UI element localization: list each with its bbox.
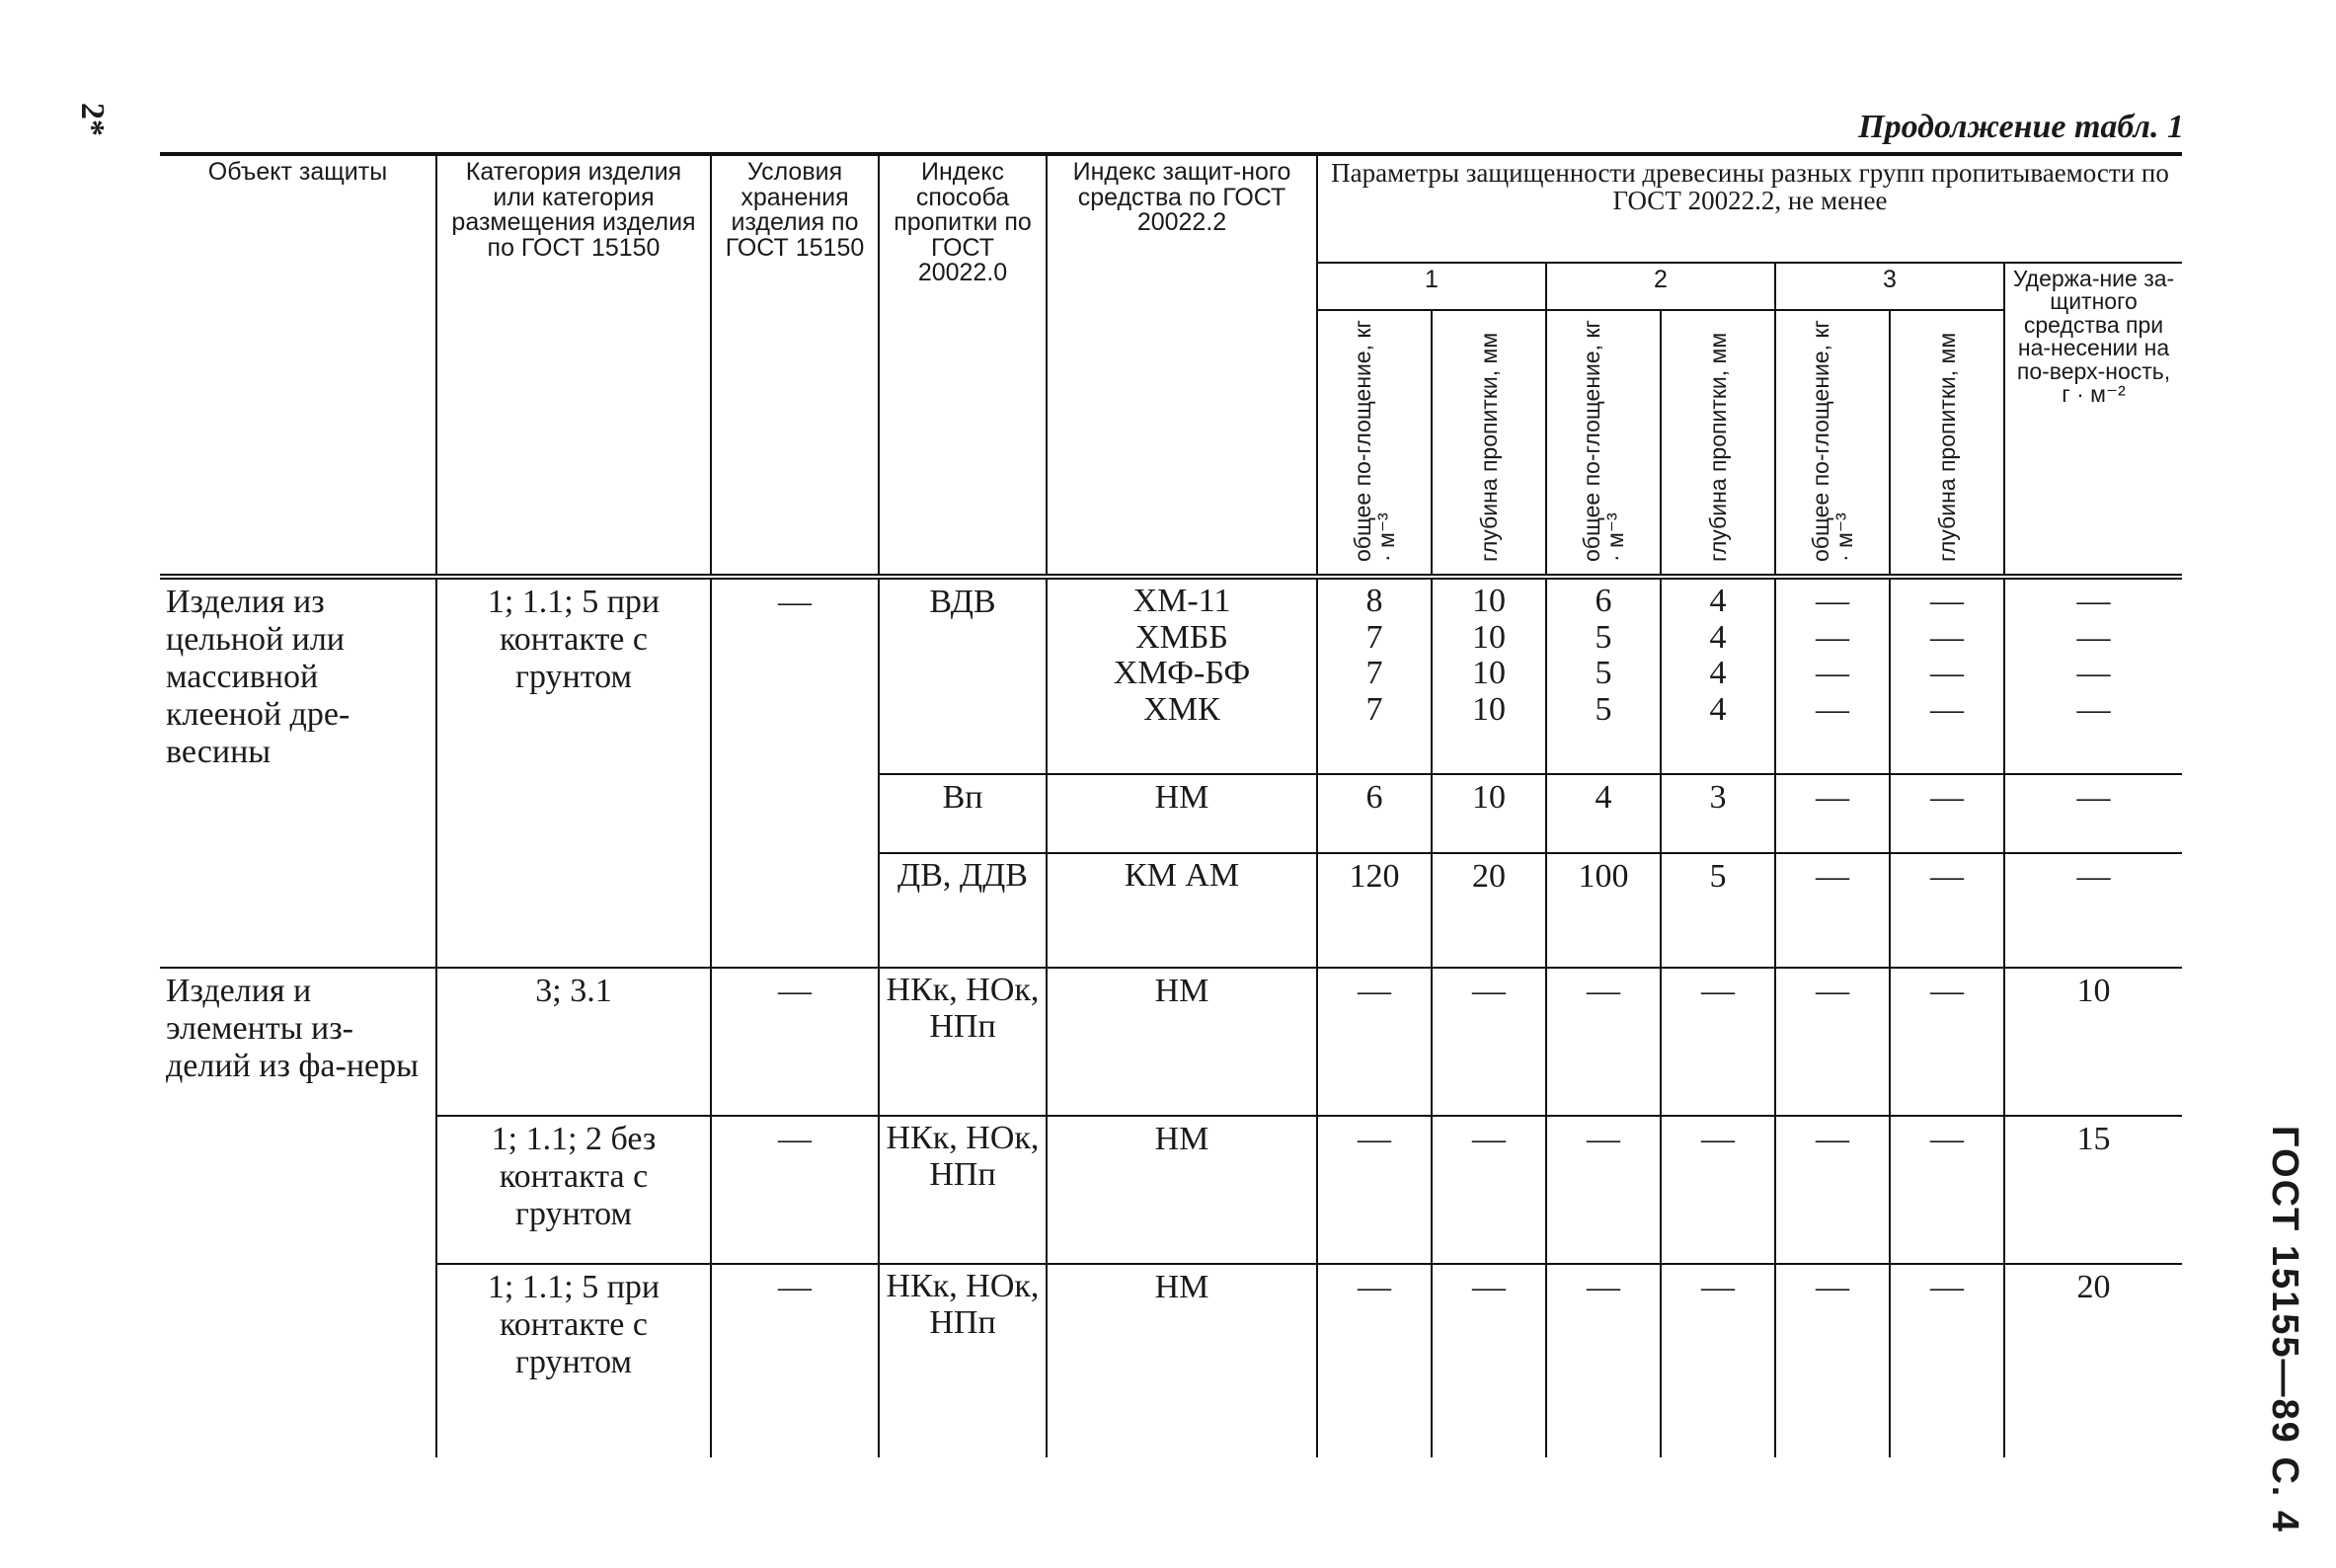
storage-cell: — xyxy=(711,577,879,968)
g3-depth-cell: — — — — xyxy=(1890,577,2004,774)
retention-cell: 20 xyxy=(2004,1264,2182,1457)
g3-depth-cell: — xyxy=(1890,1116,2004,1264)
header-params-group: Параметры защищенности древесины разных групп пропитываемости по ГОСТ 20022.2, не менее xyxy=(1317,154,2182,263)
agent-cell: КМ АМ xyxy=(1047,853,1317,968)
header-storage: Условия хранения изделия по ГОСТ 15150 xyxy=(711,154,879,577)
agent-list xyxy=(1047,577,1317,774)
g1-absorption-cell: 120 xyxy=(1317,853,1432,968)
g1-depth-cell: 10 10 10 10 xyxy=(1432,577,1546,774)
header-object: Объект защиты xyxy=(160,154,436,577)
agent-item: ХМББ xyxy=(1135,618,1228,656)
agent-cell: НМ xyxy=(1047,968,1317,1116)
g2-depth-cell: 3 xyxy=(1661,774,1775,853)
method-cell: ВДВ xyxy=(879,577,1047,774)
g3-depth-cell: — xyxy=(1890,774,2004,853)
header-g2-absorption: общее по-глощение, кг · м⁻³ xyxy=(1578,320,1628,562)
agent-cell: НМ xyxy=(1047,1264,1317,1457)
protection-table xyxy=(160,152,2182,1457)
g2-depth-cell: — xyxy=(1661,1264,1775,1457)
header-g1-depth: глубина пропитки, мм xyxy=(1475,332,1502,562)
agent-item: ХМ-11 xyxy=(1132,583,1231,619)
g2-absorption-cell: — xyxy=(1546,1116,1661,1264)
storage-cell: — xyxy=(711,1116,879,1264)
category-cell: 1; 1.1; 2 без контакта с грунтом xyxy=(436,1116,711,1264)
g1-depth-cell: — xyxy=(1432,968,1546,1116)
retention-cell: — xyxy=(2004,853,2182,968)
g1-depth-cell: 10 xyxy=(1432,774,1546,853)
method-cell: НКк, НОк, НПп xyxy=(879,968,1047,1116)
g3-absorption-cell: — xyxy=(1775,853,1890,968)
table-row xyxy=(160,968,2182,1116)
g1-depth-cell: — xyxy=(1432,1116,1546,1264)
g2-depth-cell: — xyxy=(1661,1116,1775,1264)
storage-cell: — xyxy=(711,1264,879,1457)
g2-absorption-cell: — xyxy=(1546,1264,1661,1457)
g2-depth-cell: 5 xyxy=(1661,853,1775,968)
header-retention: Удержа-ние за-щитного средства при на-несении на по-верх-ность, г · м⁻² xyxy=(2004,263,2182,577)
g2-absorption-cell: 4 xyxy=(1546,774,1661,853)
agent-item: ХМК xyxy=(1143,691,1220,729)
g2-absorption-cell: 6 5 5 5 xyxy=(1546,577,1661,774)
header-g1-absorption: общее по-глощение, кг · м⁻³ xyxy=(1349,320,1399,562)
g3-depth-cell: — xyxy=(1890,1264,2004,1457)
header-g2-depth: глубина пропитки, мм xyxy=(1704,332,1731,562)
g3-absorption-cell: — — — — xyxy=(1775,577,1890,774)
g1-absorption-cell: — xyxy=(1317,1264,1432,1457)
g3-depth-cell: — xyxy=(1890,853,2004,968)
method-cell: НКк, НОк, НПп xyxy=(879,1116,1047,1264)
agent-cell: НМ xyxy=(1047,774,1317,853)
g1-absorption-cell: — xyxy=(1317,1116,1432,1264)
agent-cell: НМ xyxy=(1047,1116,1317,1264)
g1-absorption-cell: 8 7 7 7 xyxy=(1317,577,1432,774)
g1-depth-cell: — xyxy=(1432,1264,1546,1457)
g1-absorption-cell: — xyxy=(1317,968,1432,1116)
g2-absorption-cell: 100 xyxy=(1546,853,1661,968)
method-cell: Вп xyxy=(879,774,1047,853)
category-cell: 1; 1.1; 5 при контакте с грунтом xyxy=(436,577,711,968)
retention-cell: 15 xyxy=(2004,1116,2182,1264)
g2-absorption-cell: — xyxy=(1546,968,1661,1116)
g3-absorption-cell: — xyxy=(1775,968,1890,1116)
object-solid-wood: Изделия из цельной или массивной клееной дре-весины xyxy=(160,577,436,968)
category-cell: 1; 1.1; 5 при контакте с грунтом xyxy=(436,1264,711,1457)
object-plywood: Изделия и элементы из-делий из фа-неры xyxy=(166,973,419,1085)
g3-absorption-cell: — xyxy=(1775,1116,1890,1264)
storage-cell: — xyxy=(711,968,879,1116)
continuation-caption: Продолжение табл. 1 xyxy=(1858,109,2184,145)
g3-absorption-cell: — xyxy=(1775,774,1890,853)
header-group-3: 3 xyxy=(1775,263,2004,310)
header-category: Категория изделия или категория размещения изделия по ГОСТ 15150 xyxy=(436,154,711,577)
g3-depth-cell: — xyxy=(1890,968,2004,1116)
table-row xyxy=(160,577,2182,774)
page-number: 2* xyxy=(74,103,111,136)
header-method-index: Индекс способа пропитки по ГОСТ 20022.0 xyxy=(879,154,1047,577)
header-group-2: 2 xyxy=(1546,263,1775,310)
g1-depth-cell: 20 xyxy=(1432,853,1546,968)
agent-item: ХМФ-БФ xyxy=(1113,655,1251,692)
category-cell: 3; 3.1 xyxy=(436,968,711,1116)
g3-absorption-cell: — xyxy=(1775,1264,1890,1457)
header-g3-depth: глубина пропитки, мм xyxy=(1933,332,1960,562)
g2-depth-cell: 4 4 4 4 xyxy=(1661,577,1775,774)
retention-cell: 10 xyxy=(2004,968,2182,1116)
header-agent-index: Индекс защит-ного средства по ГОСТ 20022.2 xyxy=(1047,154,1317,577)
retention-cell: — xyxy=(2004,774,2182,853)
header-g3-absorption: общее по-глощение, кг · м⁻³ xyxy=(1807,320,1857,562)
g1-absorption-cell: 6 xyxy=(1317,774,1432,853)
table-row xyxy=(160,1116,2182,1264)
g2-depth-cell: — xyxy=(1661,968,1775,1116)
header-group-1: 1 xyxy=(1317,263,1546,310)
method-cell: ДВ, ДДВ xyxy=(879,853,1047,968)
method-cell: НКк, НОк, НПп xyxy=(879,1264,1047,1457)
document-side-label: ГОСТ 15155—89 С. 4 xyxy=(2264,1126,2305,1534)
table-row xyxy=(160,1264,2182,1457)
retention-cell: — — — — xyxy=(2004,577,2182,774)
